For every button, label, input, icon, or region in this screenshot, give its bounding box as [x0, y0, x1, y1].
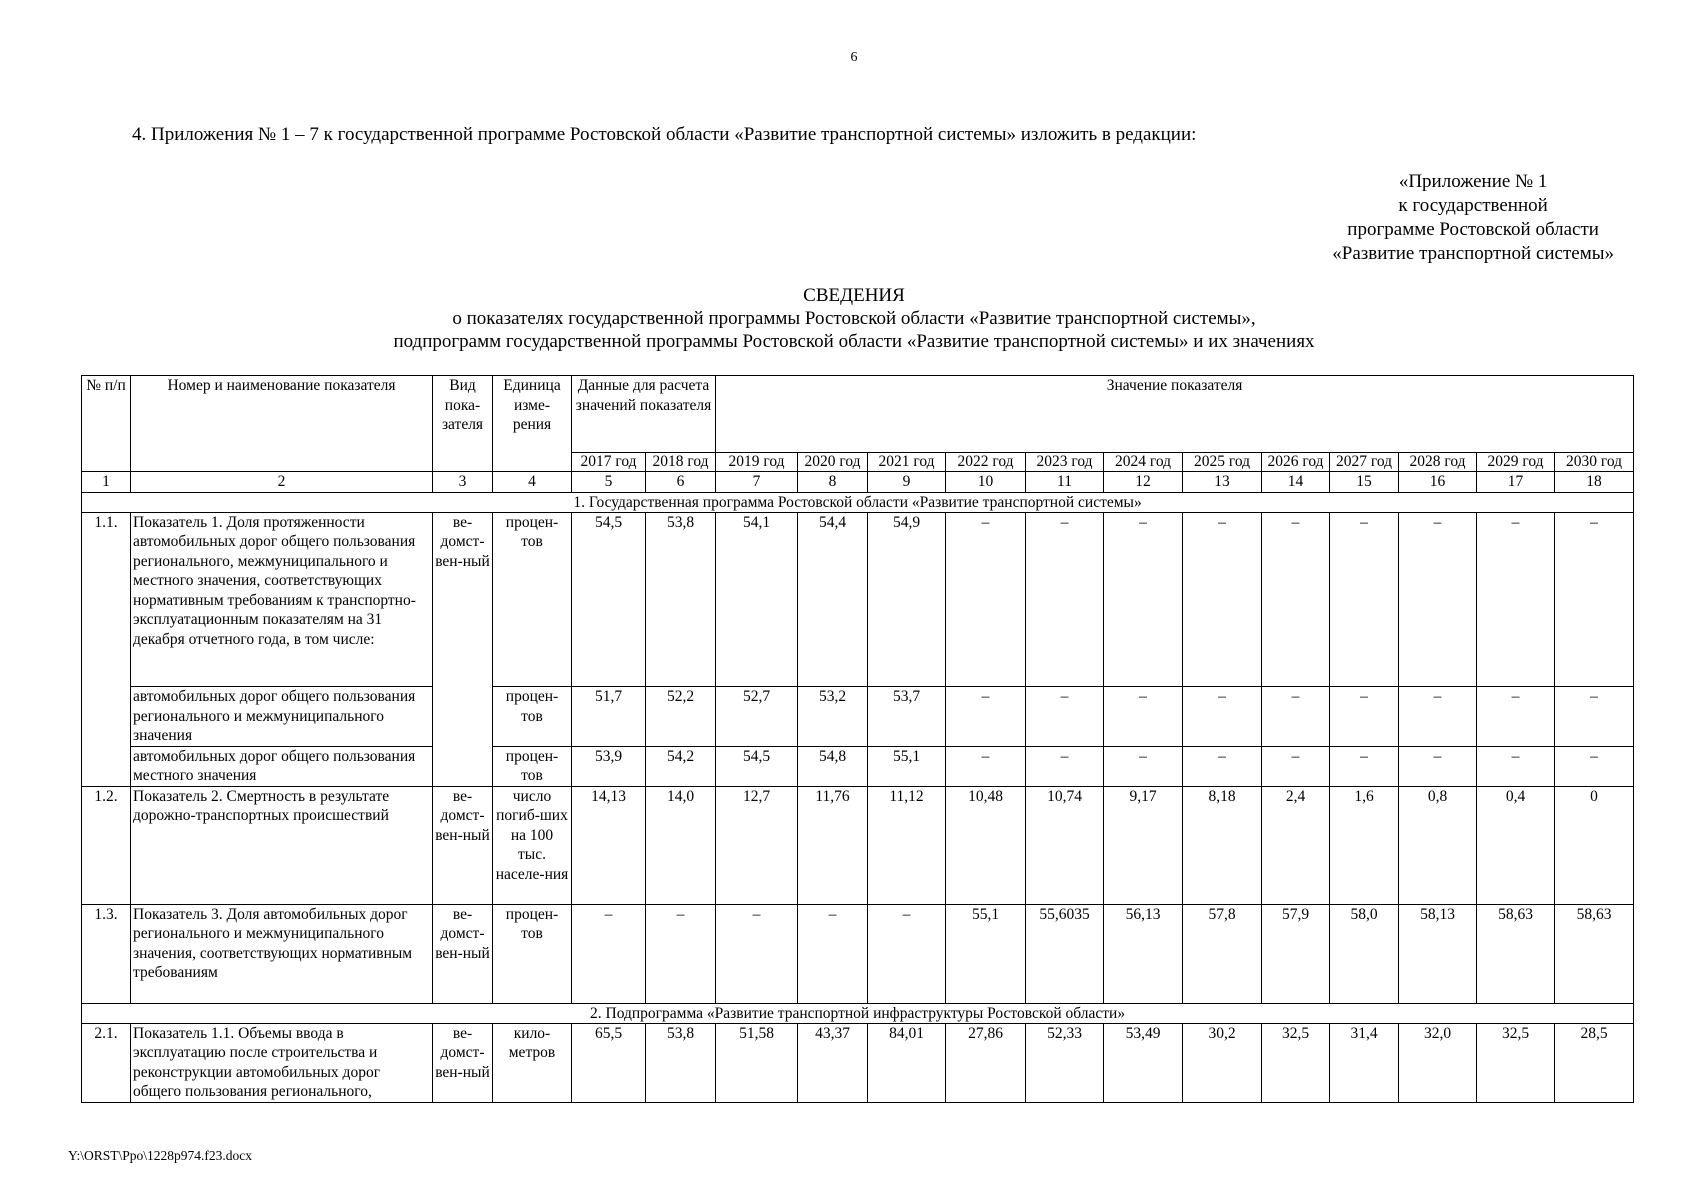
- column-number: 12: [1104, 472, 1183, 493]
- column-number: 7: [716, 472, 798, 493]
- value-cell: 8,18: [1183, 786, 1262, 904]
- value-cell: 1,6: [1330, 786, 1399, 904]
- value-cell: –: [1555, 687, 1634, 747]
- section-row: [82, 492, 1634, 512]
- appendix-line: к государственной: [1398, 195, 1548, 216]
- indicator-name: автомобильных дорог общего пользования местного значения: [131, 746, 433, 786]
- value-cell: 54,5: [716, 746, 798, 786]
- value-cell: –: [1477, 746, 1555, 786]
- value-cell: –: [1183, 512, 1262, 687]
- value-cell: 28,5: [1555, 1023, 1634, 1102]
- header-row: [82, 376, 1634, 453]
- appendix-line: программе Ростовской области: [1347, 219, 1599, 240]
- section-2-title: 2. Подпрограмма «Развитие транспортной инфраструктуры Ростовской области»: [82, 1003, 1634, 1023]
- value-cell: –: [1262, 746, 1330, 786]
- appendix-line: «Приложение № 1: [1398, 171, 1548, 192]
- value-cell: 55,6035: [1026, 904, 1104, 1003]
- value-cell: 52,2: [646, 687, 716, 747]
- column-numbers-row: [82, 472, 1634, 493]
- value-cell: 10,48: [946, 786, 1026, 904]
- value-cell: 84,01: [868, 1023, 946, 1102]
- value-cell: –: [1399, 746, 1477, 786]
- year-header: 2024 год: [1104, 453, 1183, 472]
- value-cell: –: [1330, 687, 1399, 747]
- row-number-empty: [82, 746, 131, 786]
- value-cell: 51,7: [572, 687, 646, 747]
- value-cell: –: [646, 904, 716, 1003]
- value-cell: 53,9: [572, 746, 646, 786]
- indicator-type-empty: [433, 687, 493, 747]
- indicator-unit: процен-тов: [493, 904, 572, 1003]
- value-cell: 52,33: [1026, 1023, 1104, 1102]
- indicator-type: ве-домст-вен-ный: [433, 512, 493, 687]
- value-cell: 43,37: [798, 1023, 868, 1102]
- header-unit: Единица изме-рения: [493, 376, 572, 472]
- indicator-name: автомобильных дорог общего пользования регионального и межмуниципального значения: [131, 687, 433, 747]
- column-number: 11: [1026, 472, 1104, 493]
- value-cell: 53,7: [868, 687, 946, 747]
- value-cell: 57,8: [1183, 904, 1262, 1003]
- year-header: 2018 год: [646, 453, 716, 472]
- row-number-empty: [82, 687, 131, 747]
- value-cell: 54,5: [572, 512, 646, 687]
- value-cell: 11,76: [798, 786, 868, 904]
- year-header: 2029 год: [1477, 453, 1555, 472]
- indicators-table: [81, 375, 1634, 1103]
- column-number: 6: [646, 472, 716, 493]
- value-cell: 54,2: [646, 746, 716, 786]
- year-header: 2021 год: [868, 453, 946, 472]
- year-header: 2026 год: [1262, 453, 1330, 472]
- column-number: 8: [798, 472, 868, 493]
- indicator-unit: число погиб-ших на 100 тыс. населе-ния: [493, 786, 572, 904]
- column-number: 15: [1330, 472, 1399, 493]
- column-number: 14: [1262, 472, 1330, 493]
- table-row: [82, 1023, 1634, 1102]
- year-header: 2017 год: [572, 453, 646, 472]
- value-cell: 58,63: [1555, 904, 1634, 1003]
- value-cell: –: [1399, 512, 1477, 687]
- indicator-unit: процен-тов: [493, 687, 572, 747]
- document-title: [0, 284, 1698, 353]
- row-number: 1.3.: [82, 904, 131, 1003]
- header-base-data: Данные для расчета значений показателя: [572, 376, 716, 453]
- value-cell: 14,0: [646, 786, 716, 904]
- value-cell: 57,9: [1262, 904, 1330, 1003]
- value-cell: –: [1104, 512, 1183, 687]
- value-cell: 58,63: [1477, 904, 1555, 1003]
- value-cell: 0: [1555, 786, 1634, 904]
- column-number: 3: [433, 472, 493, 493]
- indicator-type-empty: [433, 746, 493, 786]
- year-header: 2028 год: [1399, 453, 1477, 472]
- year-header: 2027 год: [1330, 453, 1399, 472]
- year-header: 2022 год: [946, 453, 1026, 472]
- value-cell: 58,13: [1399, 904, 1477, 1003]
- value-cell: –: [1555, 512, 1634, 687]
- value-cell: –: [1183, 687, 1262, 747]
- value-cell: –: [798, 904, 868, 1003]
- section-row: [82, 1003, 1634, 1023]
- indicator-name: Показатель 1. Доля протяженности автомобильных дорог общего пользования регионального, межмуниципального и местного значения, соответствующих нормативным требованиям к транспортно-эксплуатационным показателям на 31 декабря отчетного года, в том числе:: [131, 512, 433, 687]
- year-header: 2019 год: [716, 453, 798, 472]
- value-cell: 54,1: [716, 512, 798, 687]
- title-line-1: о показателях государственной программы Ростовской области «Развитие транспортной системы»,: [452, 308, 1256, 329]
- value-cell: 54,8: [798, 746, 868, 786]
- value-cell: 9,17: [1104, 786, 1183, 904]
- value-cell: 31,4: [1330, 1023, 1399, 1102]
- value-cell: –: [1183, 746, 1262, 786]
- indicator-type: ве-домст-вен-ный: [433, 904, 493, 1003]
- value-cell: 54,9: [868, 512, 946, 687]
- value-cell: 54,4: [798, 512, 868, 687]
- year-header: 2030 год: [1555, 453, 1634, 472]
- value-cell: –: [1262, 687, 1330, 747]
- value-cell: 11,12: [868, 786, 946, 904]
- value-cell: 55,1: [868, 746, 946, 786]
- value-cell: 10,74: [1026, 786, 1104, 904]
- value-cell: 52,7: [716, 687, 798, 747]
- page-number: 6: [850, 50, 858, 65]
- table-row: [82, 904, 1634, 1003]
- indicator-unit: процен-тов: [493, 746, 572, 786]
- value-cell: –: [1262, 512, 1330, 687]
- column-number: 13: [1183, 472, 1262, 493]
- value-cell: 55,1: [946, 904, 1026, 1003]
- value-cell: –: [1026, 746, 1104, 786]
- value-cell: 0,4: [1477, 786, 1555, 904]
- value-cell: 65,5: [572, 1023, 646, 1102]
- title-line-2: подпрограмм государственной программы Ростовской области «Развитие транспортной системы» и их значениях: [393, 331, 1315, 352]
- value-cell: –: [716, 904, 798, 1003]
- column-number: 1: [82, 472, 131, 493]
- header-name: Номер и наименование показателя: [131, 376, 433, 472]
- appendix-caption: [1332, 170, 1614, 266]
- value-cell: 0,8: [1399, 786, 1477, 904]
- table-row: [82, 746, 1634, 786]
- value-cell: 51,58: [716, 1023, 798, 1102]
- column-number: 2: [131, 472, 433, 493]
- column-number: 18: [1555, 472, 1634, 493]
- value-cell: 53,49: [1104, 1023, 1183, 1102]
- value-cell: –: [1555, 746, 1634, 786]
- indicator-name: Показатель 3. Доля автомобильных дорог регионального и межмуниципального значения, соответствующих нормативным требованиям: [131, 904, 433, 1003]
- table-row: [82, 512, 1634, 687]
- indicator-type: ве-домст-вен-ный: [433, 1023, 493, 1102]
- title-main: СВЕДЕНИЯ: [803, 285, 905, 306]
- value-cell: –: [868, 904, 946, 1003]
- value-cell: –: [1104, 746, 1183, 786]
- value-cell: 2,4: [1262, 786, 1330, 904]
- value-cell: –: [572, 904, 646, 1003]
- row-number: 1.1.: [82, 512, 131, 687]
- indicator-name: Показатель 2. Смертность в результате дорожно-транспортных происшествий: [131, 786, 433, 904]
- table-row: [82, 786, 1634, 904]
- file-path-footer: Y:\ORST\Ppo\1228p974.f23.docx: [68, 1148, 253, 1163]
- value-cell: –: [1330, 512, 1399, 687]
- intro-paragraph: 4. Приложения № 1 – 7 к государственной программе Ростовской области «Развитие транспортной системы» изложить в редакции:: [132, 124, 1197, 145]
- value-cell: –: [1026, 512, 1104, 687]
- indicator-name: Показатель 1.1. Объемы ввода в эксплуатацию после строительства и реконструкции автомобильных дорог общего пользования регионального,: [131, 1023, 433, 1102]
- column-number: 5: [572, 472, 646, 493]
- year-header: 2025 год: [1183, 453, 1262, 472]
- column-number: 17: [1477, 472, 1555, 493]
- value-cell: 32,5: [1477, 1023, 1555, 1102]
- value-cell: 32,5: [1262, 1023, 1330, 1102]
- value-cell: –: [1330, 746, 1399, 786]
- header-num: № п/п: [82, 376, 131, 472]
- column-number: 16: [1399, 472, 1477, 493]
- indicator-unit: кило-метров: [493, 1023, 572, 1102]
- value-cell: 30,2: [1183, 1023, 1262, 1102]
- header-indicator-values: Значение показателя: [716, 376, 1634, 453]
- indicator-unit: процен-тов: [493, 512, 572, 687]
- value-cell: 14,13: [572, 786, 646, 904]
- indicator-type: ве-домст-вен-ный: [433, 786, 493, 904]
- value-cell: 32,0: [1399, 1023, 1477, 1102]
- value-cell: –: [1477, 687, 1555, 747]
- value-cell: –: [1477, 512, 1555, 687]
- value-cell: 53,2: [798, 687, 868, 747]
- year-header: 2023 год: [1026, 453, 1104, 472]
- value-cell: 27,86: [946, 1023, 1026, 1102]
- value-cell: –: [1399, 687, 1477, 747]
- value-cell: –: [946, 746, 1026, 786]
- row-number: 2.1.: [82, 1023, 131, 1102]
- column-number: 4: [493, 472, 572, 493]
- value-cell: –: [1104, 687, 1183, 747]
- value-cell: –: [946, 687, 1026, 747]
- value-cell: 12,7: [716, 786, 798, 904]
- column-number: 10: [946, 472, 1026, 493]
- value-cell: 53,8: [646, 512, 716, 687]
- header-type: Вид пока-зателя: [433, 376, 493, 472]
- section-1-title: 1. Государственная программа Ростовской области «Развитие транспортной системы»: [82, 492, 1634, 512]
- year-header: 2020 год: [798, 453, 868, 472]
- value-cell: –: [946, 512, 1026, 687]
- value-cell: 53,8: [646, 1023, 716, 1102]
- row-number: 1.2.: [82, 786, 131, 904]
- value-cell: 56,13: [1104, 904, 1183, 1003]
- appendix-line: «Развитие транспортной системы»: [1332, 243, 1614, 264]
- column-number: 9: [868, 472, 946, 493]
- value-cell: –: [1026, 687, 1104, 747]
- table-row: [82, 687, 1634, 747]
- value-cell: 58,0: [1330, 904, 1399, 1003]
